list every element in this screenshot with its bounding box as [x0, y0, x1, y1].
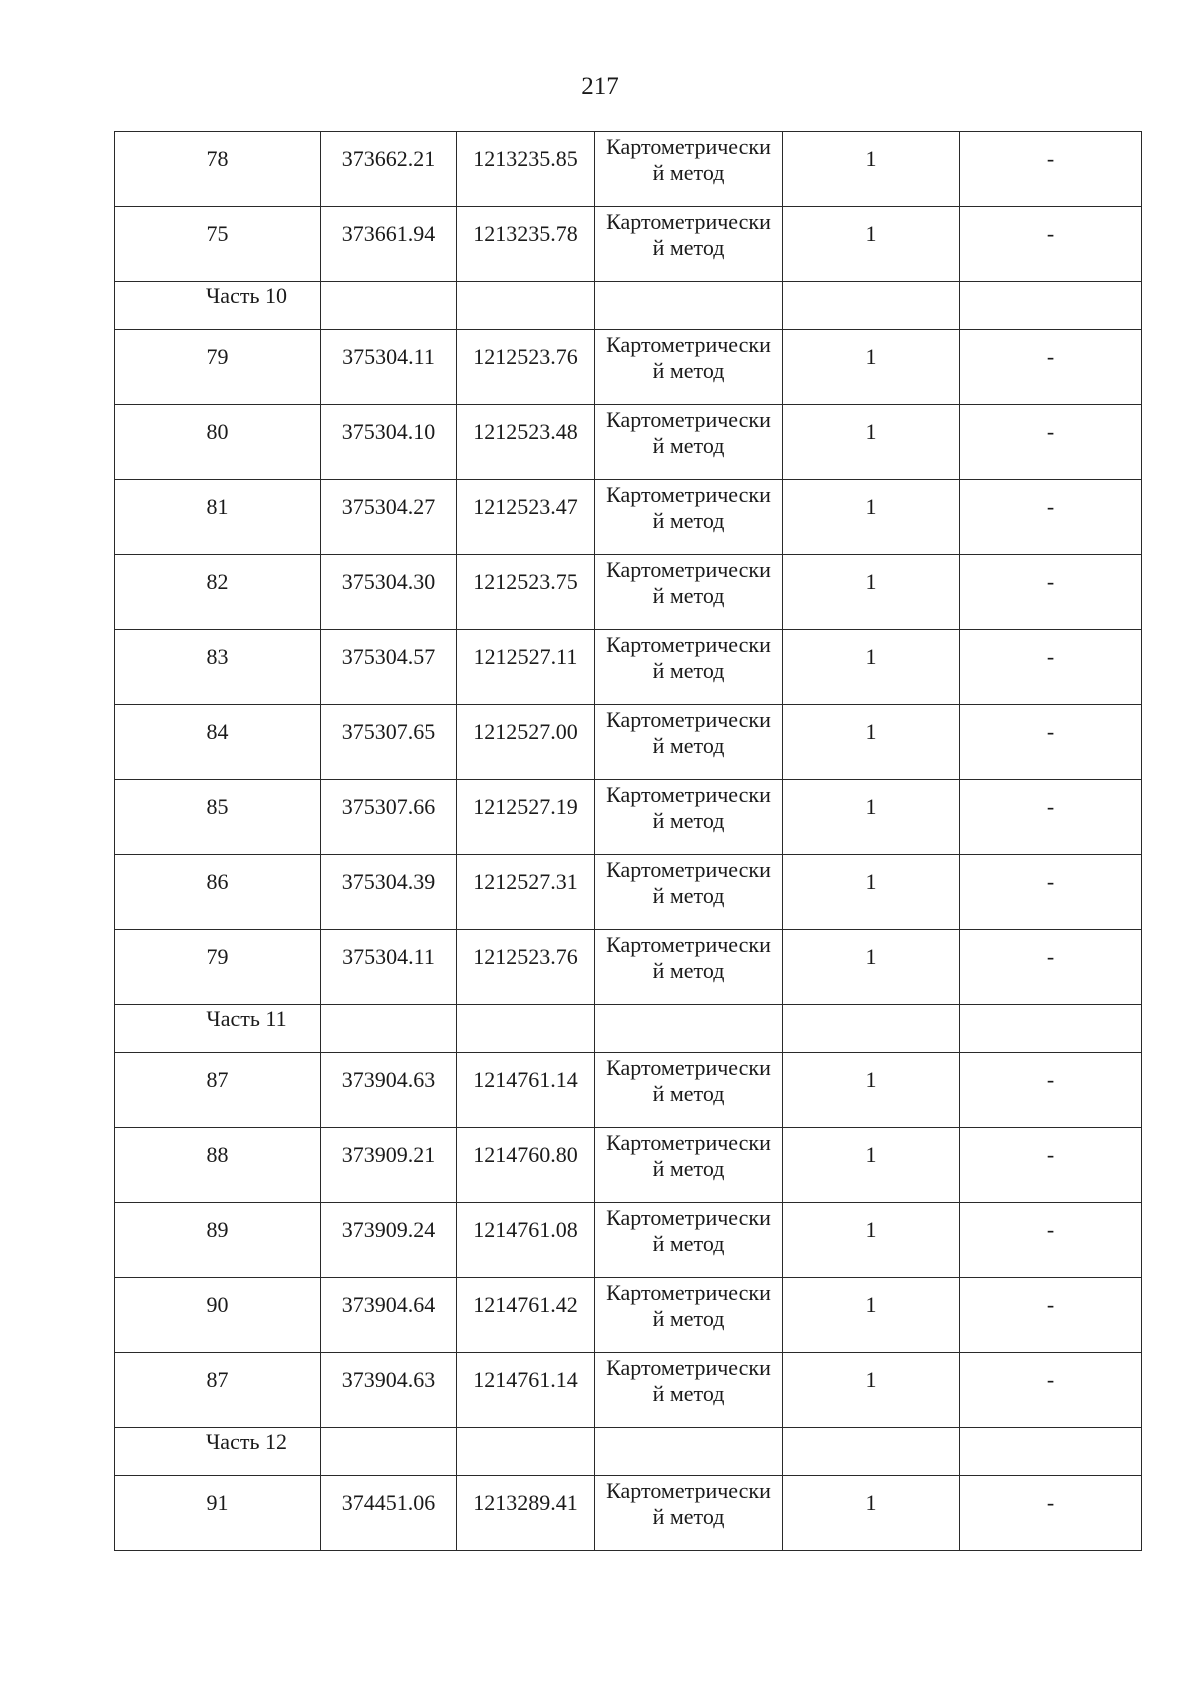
point-id-cell: 91: [115, 1476, 321, 1551]
y-coordinate-cell: 1212523.48: [457, 405, 595, 480]
empty-cell: [321, 1005, 457, 1053]
table-row: [115, 1353, 1142, 1428]
x-coordinate-cell: 373904.63: [321, 1353, 457, 1428]
method-cell: [595, 1353, 783, 1428]
accuracy-cell: 1: [783, 480, 960, 555]
y-coordinate-cell: 1213235.85: [457, 132, 595, 207]
point-id-cell: 88: [115, 1128, 321, 1203]
method-line-2: й метод: [652, 733, 725, 758]
accuracy-cell: 1: [783, 630, 960, 705]
y-coordinate-cell: 1213289.41: [457, 1476, 595, 1551]
point-id-cell: 79: [115, 330, 321, 405]
empty-cell: [595, 1428, 783, 1476]
accuracy-cell: 1: [783, 1128, 960, 1203]
x-coordinate-cell: 375304.27: [321, 480, 457, 555]
method-line-1: Картометрически: [606, 932, 771, 957]
table-row: [115, 132, 1142, 207]
method-line-1: Картометрически: [606, 134, 771, 159]
note-cell: -: [960, 930, 1142, 1005]
note-cell: -: [960, 780, 1142, 855]
note-cell: -: [960, 132, 1142, 207]
y-coordinate-cell: 1212523.75: [457, 555, 595, 630]
method-line-1: Картометрически: [606, 1055, 771, 1080]
accuracy-cell: 1: [783, 1476, 960, 1551]
note-cell: -: [960, 1353, 1142, 1428]
method-line-1: Картометрически: [606, 1205, 771, 1230]
note-cell: -: [960, 1476, 1142, 1551]
empty-cell: [457, 282, 595, 330]
part-header-row: [115, 282, 1142, 330]
accuracy-cell: 1: [783, 705, 960, 780]
x-coordinate-cell: 373904.63: [321, 1053, 457, 1128]
method-line-2: й метод: [652, 1306, 725, 1331]
note-cell: -: [960, 480, 1142, 555]
method-line-1: Картометрически: [606, 332, 771, 357]
point-id-cell: 89: [115, 1203, 321, 1278]
x-coordinate-cell: 375307.65: [321, 705, 457, 780]
table-row: [115, 630, 1142, 705]
y-coordinate-cell: 1213235.78: [457, 207, 595, 282]
empty-cell: [457, 1428, 595, 1476]
method-cell: [595, 480, 783, 555]
table-row: [115, 855, 1142, 930]
method-line-2: й метод: [652, 160, 725, 185]
method-line-1: Картометрически: [606, 782, 771, 807]
point-id-cell: 75: [115, 207, 321, 282]
method-line-1: Картометрически: [606, 707, 771, 732]
accuracy-cell: 1: [783, 405, 960, 480]
part-header-row: [115, 1428, 1142, 1476]
method-cell: [595, 1278, 783, 1353]
method-cell: [595, 930, 783, 1005]
method-cell: [595, 405, 783, 480]
empty-cell: [960, 1428, 1142, 1476]
method-cell: [595, 1128, 783, 1203]
table-row: [115, 1053, 1142, 1128]
x-coordinate-cell: 375304.57: [321, 630, 457, 705]
method-cell: [595, 207, 783, 282]
empty-cell: [783, 1005, 960, 1053]
table-row: [115, 207, 1142, 282]
table-row: [115, 705, 1142, 780]
table-row: [115, 405, 1142, 480]
note-cell: -: [960, 705, 1142, 780]
method-line-2: й метод: [652, 658, 725, 683]
method-line-2: й метод: [652, 358, 725, 383]
x-coordinate-cell: 373909.21: [321, 1128, 457, 1203]
accuracy-cell: 1: [783, 555, 960, 630]
method-cell: [595, 132, 783, 207]
part-label-cell: Часть 12: [115, 1428, 321, 1476]
method-line-2: й метод: [652, 883, 725, 908]
method-line-1: Картометрически: [606, 407, 771, 432]
y-coordinate-cell: 1214761.08: [457, 1203, 595, 1278]
method-line-2: й метод: [652, 583, 725, 608]
point-id-cell: 83: [115, 630, 321, 705]
note-cell: -: [960, 555, 1142, 630]
note-cell: -: [960, 1278, 1142, 1353]
x-coordinate-cell: 375304.10: [321, 405, 457, 480]
empty-cell: [783, 1428, 960, 1476]
accuracy-cell: 1: [783, 930, 960, 1005]
method-line-1: Картометрически: [606, 1280, 771, 1305]
method-line-1: Картометрически: [606, 209, 771, 234]
y-coordinate-cell: 1212527.31: [457, 855, 595, 930]
method-cell: [595, 1203, 783, 1278]
table-row: [115, 1278, 1142, 1353]
x-coordinate-cell: 373662.21: [321, 132, 457, 207]
table-row: [115, 1203, 1142, 1278]
method-line-2: й метод: [652, 1381, 725, 1406]
point-id-cell: 84: [115, 705, 321, 780]
empty-cell: [783, 282, 960, 330]
empty-cell: [595, 1005, 783, 1053]
y-coordinate-cell: 1212523.47: [457, 480, 595, 555]
table-row: [115, 1128, 1142, 1203]
y-coordinate-cell: 1214761.42: [457, 1278, 595, 1353]
method-line-2: й метод: [652, 958, 725, 983]
accuracy-cell: 1: [783, 132, 960, 207]
y-coordinate-cell: 1214761.14: [457, 1353, 595, 1428]
point-id-cell: 82: [115, 555, 321, 630]
point-id-cell: 85: [115, 780, 321, 855]
point-id-cell: 87: [115, 1353, 321, 1428]
table-row: [115, 780, 1142, 855]
table-row: [115, 330, 1142, 405]
method-line-2: й метод: [652, 1156, 725, 1181]
y-coordinate-cell: 1212527.00: [457, 705, 595, 780]
part-header-row: [115, 1005, 1142, 1053]
table-row: [115, 930, 1142, 1005]
y-coordinate-cell: 1212523.76: [457, 330, 595, 405]
method-line-2: й метод: [652, 1504, 725, 1529]
table-row: [115, 555, 1142, 630]
accuracy-cell: 1: [783, 207, 960, 282]
method-line-1: Картометрически: [606, 1355, 771, 1380]
part-label-cell: Часть 10: [115, 282, 321, 330]
point-id-cell: 78: [115, 132, 321, 207]
note-cell: -: [960, 1053, 1142, 1128]
x-coordinate-cell: 373909.24: [321, 1203, 457, 1278]
y-coordinate-cell: 1212523.76: [457, 930, 595, 1005]
accuracy-cell: 1: [783, 330, 960, 405]
method-cell: [595, 555, 783, 630]
method-cell: [595, 780, 783, 855]
note-cell: -: [960, 405, 1142, 480]
method-cell: [595, 705, 783, 780]
method-line-1: Картометрически: [606, 482, 771, 507]
method-line-1: Картометрически: [606, 557, 771, 582]
point-id-cell: 79: [115, 930, 321, 1005]
accuracy-cell: 1: [783, 1353, 960, 1428]
method-line-2: й метод: [652, 235, 725, 260]
x-coordinate-cell: 375304.11: [321, 930, 457, 1005]
method-line-1: Картометрически: [606, 632, 771, 657]
x-coordinate-cell: 375304.39: [321, 855, 457, 930]
method-line-2: й метод: [652, 1081, 725, 1106]
method-line-1: Картометрически: [606, 857, 771, 882]
note-cell: -: [960, 330, 1142, 405]
point-id-cell: 90: [115, 1278, 321, 1353]
empty-cell: [321, 1428, 457, 1476]
accuracy-cell: 1: [783, 780, 960, 855]
empty-cell: [595, 282, 783, 330]
empty-cell: [321, 282, 457, 330]
note-cell: -: [960, 207, 1142, 282]
x-coordinate-cell: 375304.11: [321, 330, 457, 405]
accuracy-cell: 1: [783, 855, 960, 930]
accuracy-cell: 1: [783, 1053, 960, 1128]
point-id-cell: 87: [115, 1053, 321, 1128]
page-number: 217: [581, 73, 619, 100]
x-coordinate-cell: 374451.06: [321, 1476, 457, 1551]
method-cell: [595, 630, 783, 705]
table-row: [115, 480, 1142, 555]
empty-cell: [960, 282, 1142, 330]
y-coordinate-cell: 1212527.19: [457, 780, 595, 855]
y-coordinate-cell: 1212527.11: [457, 630, 595, 705]
accuracy-cell: 1: [783, 1278, 960, 1353]
method-cell: [595, 855, 783, 930]
accuracy-cell: 1: [783, 1203, 960, 1278]
method-line-2: й метод: [652, 808, 725, 833]
note-cell: -: [960, 1203, 1142, 1278]
y-coordinate-cell: 1214760.80: [457, 1128, 595, 1203]
method-line-2: й метод: [652, 508, 725, 533]
method-line-1: Картометрически: [606, 1130, 771, 1155]
point-id-cell: 81: [115, 480, 321, 555]
y-coordinate-cell: 1214761.14: [457, 1053, 595, 1128]
coordinates-table: [114, 131, 1142, 1551]
method-line-2: й метод: [652, 433, 725, 458]
part-label-cell: Часть 11: [115, 1005, 321, 1053]
method-cell: [595, 1476, 783, 1551]
method-cell: [595, 330, 783, 405]
note-cell: -: [960, 855, 1142, 930]
note-cell: -: [960, 630, 1142, 705]
x-coordinate-cell: 373904.64: [321, 1278, 457, 1353]
x-coordinate-cell: 373661.94: [321, 207, 457, 282]
method-line-2: й метод: [652, 1231, 725, 1256]
x-coordinate-cell: 375307.66: [321, 780, 457, 855]
method-cell: [595, 1053, 783, 1128]
note-cell: -: [960, 1128, 1142, 1203]
empty-cell: [960, 1005, 1142, 1053]
point-id-cell: 86: [115, 855, 321, 930]
table-row: [115, 1476, 1142, 1551]
method-line-1: Картометрически: [606, 1478, 771, 1503]
x-coordinate-cell: 375304.30: [321, 555, 457, 630]
empty-cell: [457, 1005, 595, 1053]
point-id-cell: 80: [115, 405, 321, 480]
coordinates-table-body: [115, 132, 1142, 1551]
